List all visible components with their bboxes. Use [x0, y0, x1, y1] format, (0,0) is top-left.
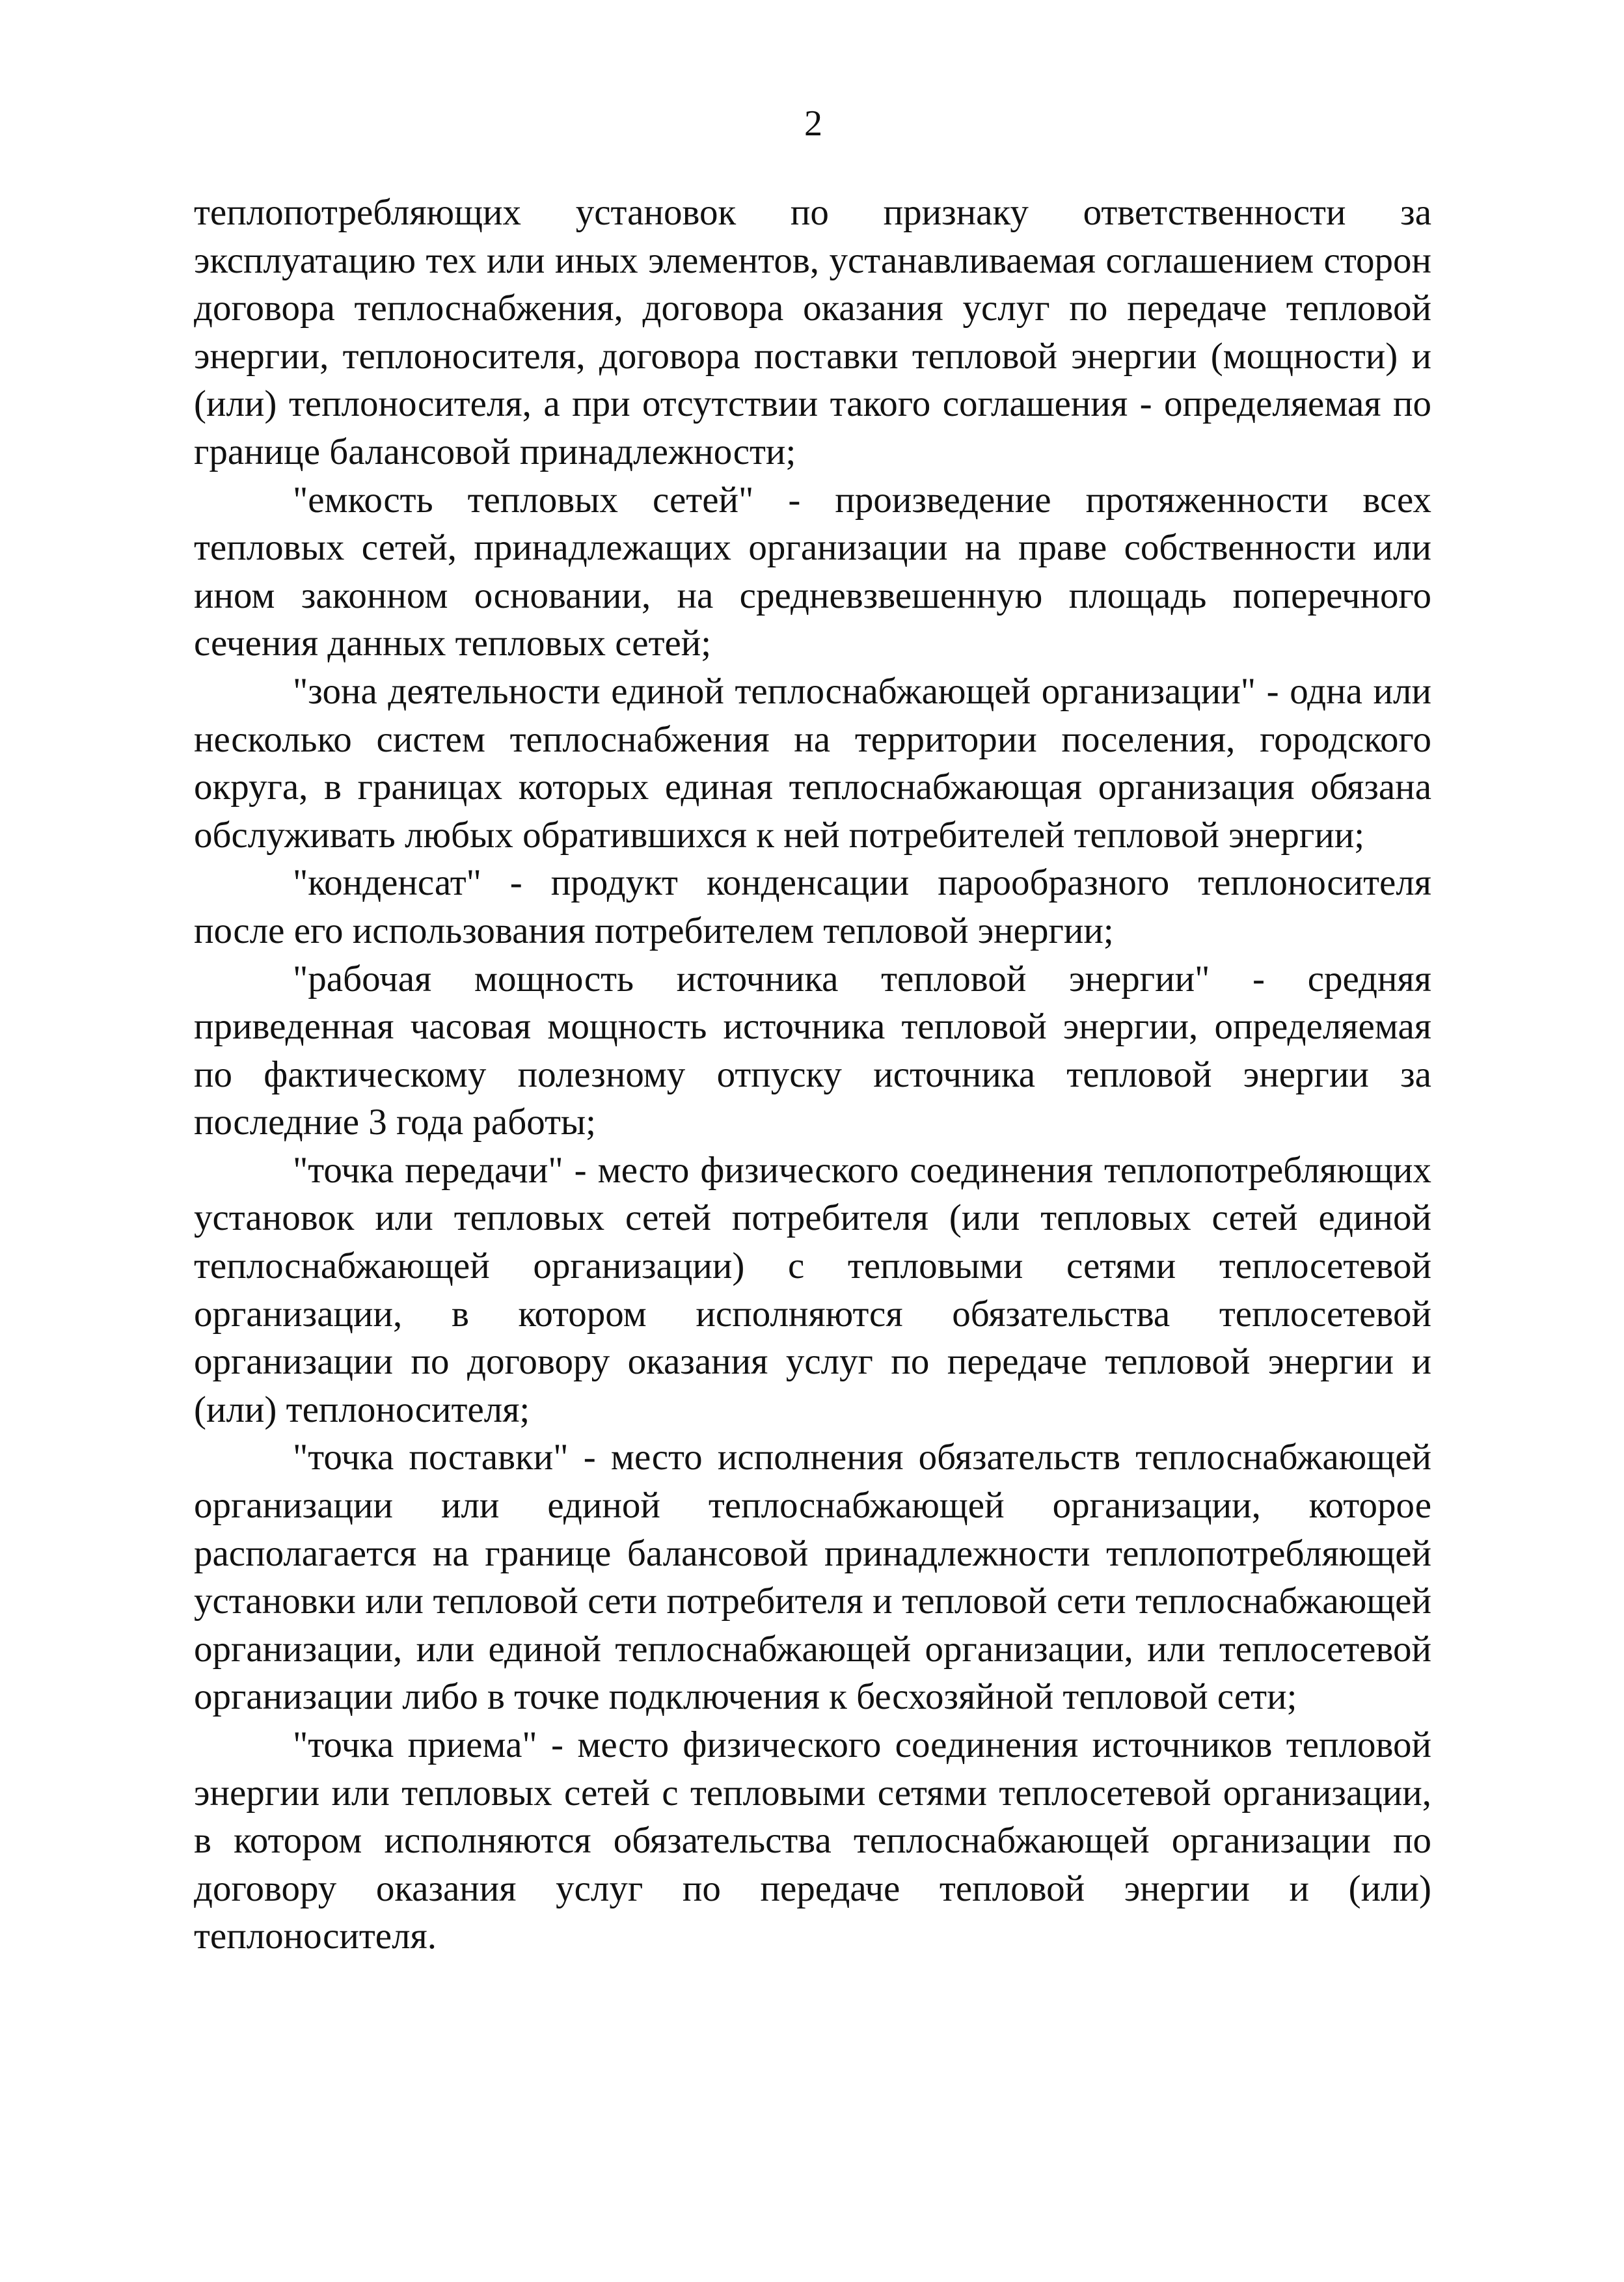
paragraph-definition-zone: "зона деятельности единой теплоснабжающей организации" - одна или несколько систем теплоснабжения на территории поселения, городского округа, в границах которых единая теплоснабжающая организация обязана обслуживать любых обратившихся к ней потребителей тепловой энергии;: [194, 670, 1431, 856]
paragraph-definition-capacity: "емкость тепловых сетей" - произведение протяженности всех тепловых сетей, принадлежащих организации на праве собственности или ином законном основании, на средневзвешенную площадь поперечного сечения данных тепловых сетей;: [194, 479, 1431, 664]
paragraph-definition-receiving-point: "точка приема" - место физического соединения источников тепловой энергии или тепловых сетей с тепловыми сетями теплосетевой организации, в котором исполняются обязательства теплоснабжающей организации по договору оказания услуг по передаче тепловой энергии и (или) теплоносителя.: [194, 1724, 1431, 1957]
paragraph-definition-condensate: "конденсат" - продукт конденсации парообразного теплоносителя после его использования потребителем тепловой энергии;: [194, 862, 1431, 951]
paragraph-definition-working-power: "рабочая мощность источника тепловой энергии" - средняя приведенная часовая мощность источника тепловой энергии, определяемая по фактическому полезному отпуску источника тепловой энергии за последние 3 года работы;: [194, 958, 1431, 1143]
document-body: [194, 189, 1431, 1961]
paragraph-definition-transfer-point: "точка передачи" - место физического соединения теплопотребляющих установок или тепловых сетей потребителя (или тепловых сетей единой теплоснабжающей организации) с тепловыми сетями теплосетевой организации, в котором исполняются обязательства теплосетевой организации по договору оказания услуг по передаче тепловой энергии и (или) теплоносителя;: [194, 1149, 1431, 1430]
page-number: 2: [804, 103, 822, 144]
paragraph-continuation: теплопотребляющих установок по признаку ответственности за эксплуатацию тех или иных элементов, устанавливаемая соглашением сторон договора теплоснабжения, договора оказания услуг по передаче тепловой энергии, теплоносителя, договора поставки тепловой энергии (мощности) и (или) теплоносителя, а при отсутствии такого соглашения - определяемая по границе балансовой принадлежности;: [194, 192, 1431, 472]
paragraph-definition-supply-point: "точка поставки" - место исполнения обязательств теплоснабжающей организации или единой теплоснабжающей организации, которое располагается на границе балансовой принадлежности теплопотребляющей установки или тепловой сети потребителя и тепловой сети теплоснабжающей организации, или единой теплоснабжающей организации, или теплосетевой организации либо в точке подключения к бесхозяйной тепловой сети;: [194, 1437, 1431, 1718]
